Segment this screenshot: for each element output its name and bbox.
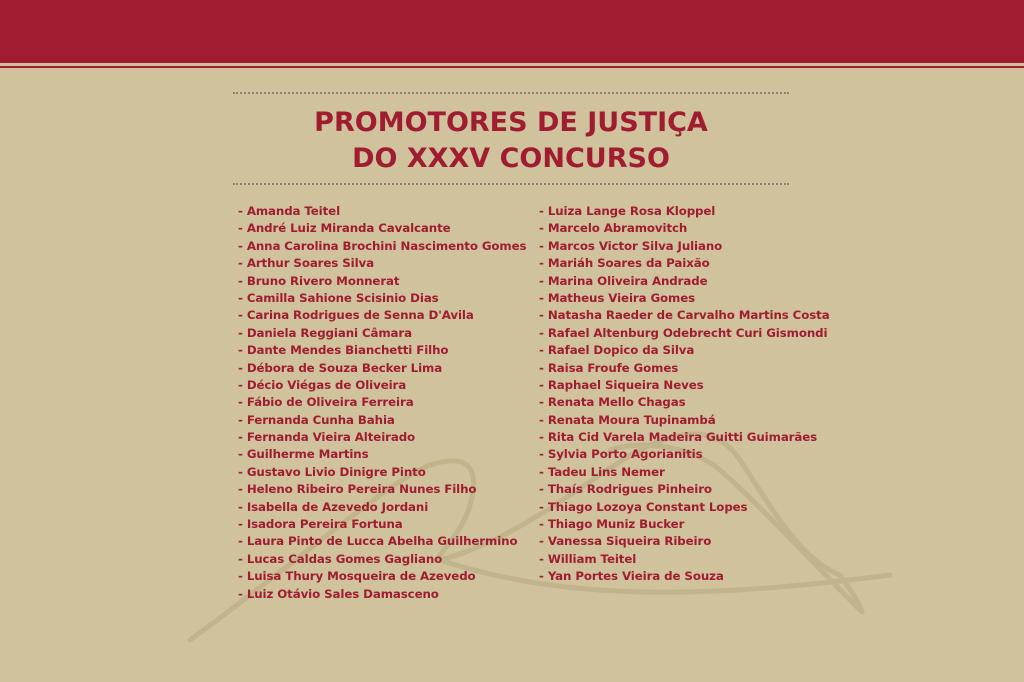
list-item: - Rafael Altenburg Odebrecht Curi Gismondi bbox=[539, 325, 830, 342]
list-item: - William Teitel bbox=[539, 551, 830, 568]
dotted-rule-bottom bbox=[233, 183, 789, 185]
list-item: - Rafael Dopico da Silva bbox=[539, 342, 830, 359]
list-item: - Luisa Thury Mosqueira de Azevedo bbox=[238, 568, 526, 585]
dotted-rule-top bbox=[233, 92, 789, 94]
list-item: - Thiago Muniz Bucker bbox=[539, 516, 830, 533]
list-item: - Amanda Teitel bbox=[238, 203, 526, 220]
list-item: - Marcelo Abramovitch bbox=[539, 220, 830, 237]
list-item: - Arthur Soares Silva bbox=[238, 255, 526, 272]
list-item: - Luiz Otávio Sales Damasceno bbox=[238, 586, 526, 603]
list-item: - Daniela Reggiani Câmara bbox=[238, 325, 526, 342]
list-item: - Natasha Raeder de Carvalho Martins Costa bbox=[539, 307, 830, 324]
list-item: - Isadora Pereira Fortuna bbox=[238, 516, 526, 533]
list-item: - Bruno Rivero Monnerat bbox=[238, 273, 526, 290]
list-item: - Sylvia Porto Agorianitis bbox=[539, 446, 830, 463]
list-item: - Isabella de Azevedo Jordani bbox=[238, 499, 526, 516]
list-item: - Décio Viégas de Oliveira bbox=[238, 377, 526, 394]
list-item: - Vanessa Siqueira Ribeiro bbox=[539, 533, 830, 550]
list-item: - Fernanda Cunha Bahia bbox=[238, 412, 526, 429]
list-item: - Lucas Caldas Gomes Gagliano bbox=[238, 551, 526, 568]
list-item: - Camilla Sahione Scisinio Dias bbox=[238, 290, 526, 307]
list-item: - Heleno Ribeiro Pereira Nunes Filho bbox=[238, 481, 526, 498]
list-item: - Rita Cid Varela Madeira Guitti Guimarães bbox=[539, 429, 830, 446]
list-item: - Débora de Souza Becker Lima bbox=[238, 360, 526, 377]
list-item: - Tadeu Lins Nemer bbox=[539, 464, 830, 481]
list-item: - Gustavo Livio Dinigre Pinto bbox=[238, 464, 526, 481]
list-item: - Renata Moura Tupinambá bbox=[539, 412, 830, 429]
list-item: - Matheus Vieira Gomes bbox=[539, 290, 830, 307]
list-item: - Renata Mello Chagas bbox=[539, 394, 830, 411]
list-item: - Anna Carolina Brochini Nascimento Gomes bbox=[238, 238, 526, 255]
names-list-left bbox=[238, 203, 526, 603]
list-item: - André Luiz Miranda Cavalcante bbox=[238, 220, 526, 237]
list-item: - Dante Mendes Bianchetti Filho bbox=[238, 342, 526, 359]
list-item: - Marcos Victor Silva Juliano bbox=[539, 238, 830, 255]
names-list-right bbox=[539, 203, 830, 586]
list-item: - Raisa Froufe Gomes bbox=[539, 360, 830, 377]
list-item: - Fábio de Oliveira Ferreira bbox=[238, 394, 526, 411]
list-item: - Fernanda Vieira Alteirado bbox=[238, 429, 526, 446]
list-item: - Luiza Lange Rosa Kloppel bbox=[539, 203, 830, 220]
list-item: - Carina Rodrigues de Senna D'Avila bbox=[238, 307, 526, 324]
list-item: - Thaís Rodrigues Pinheiro bbox=[539, 481, 830, 498]
page-title bbox=[233, 105, 789, 177]
list-item: - Thiago Lozoya Constant Lopes bbox=[539, 499, 830, 516]
list-item: - Yan Portes Vieira de Souza bbox=[539, 568, 830, 585]
list-item: - Raphael Siqueira Neves bbox=[539, 377, 830, 394]
list-item: - Marina Oliveira Andrade bbox=[539, 273, 830, 290]
list-item: - Guilherme Martins bbox=[238, 446, 526, 463]
title-line-1: PROMOTORES DE JUSTIÇA bbox=[314, 107, 708, 138]
list-item: - Laura Pinto de Lucca Abelha Guilhermino bbox=[238, 533, 526, 550]
title-line-2: DO XXXV CONCURSO bbox=[352, 143, 670, 174]
list-item: - Mariáh Soares da Paixão bbox=[539, 255, 830, 272]
